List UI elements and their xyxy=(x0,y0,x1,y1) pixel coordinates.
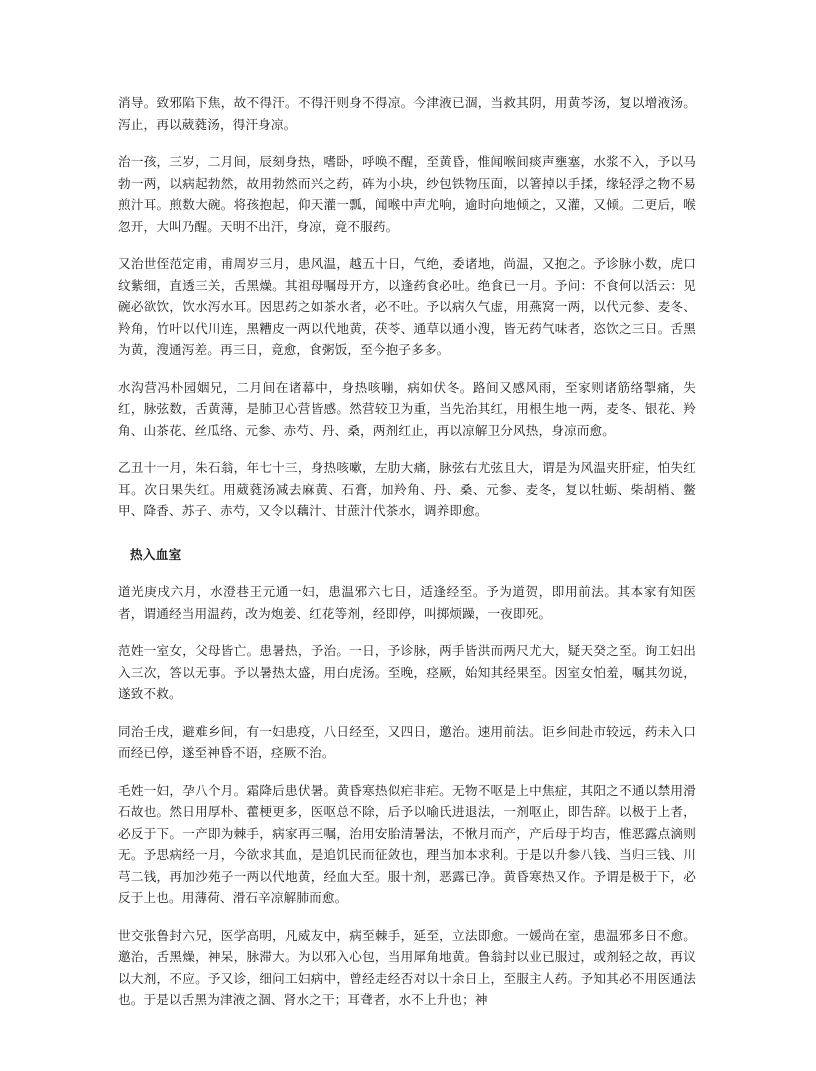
paragraph: 治一孩，三岁，二月间，辰刻身热，嗜卧，呼唤不醒，至黄昏，惟闻喉间痰声壅塞，水浆不入，予以马勃一两，以病起勃然，故用勃然而兴之药，砗为小块，纱包铁物压面，以箸掉以手揉，缘轻浮之物不易煎汁耳。煎数大碗。将孩抱起，仰天灌一瓢，闻喉中声尤响，逾时向地倾之，又灌，又倾。二更后，喉忽开，大叫乃醒。天明不出汗，身凉，竟不服药。 xyxy=(118,154,696,234)
paragraph: 又治世侄范定甫，甫周岁三月，患风温，越五十日，气绝，委诸地，尚温，又抱之。予诊脉小数，虎口纹紫细，直透三关，舌黑燥。其祖母嘱母开方，以逢药食必吐。绝食已一月。予问：不食何以活云：见碗必欲饮，饮水泻水耳。因思药之如茶水者，必不吐。予以病久气虚，用燕窝一两，以代元参、麦冬、羚角，竹叶以代川连，黑糟皮一两以代地黄，茯苓、通草以通小溲，皆无药气味者，恣饮之三日。舌黑为黄，溲通泻差。再三日，竟愈，食粥饭，至今抱子多多。 xyxy=(118,256,696,357)
paragraph: 范姓一室女，父母皆亡。患暑热，予治。一日，予诊脉，两手皆洪而两尺尤大，疑天癸之至。询工妇出入三次，答以无事。予以暑热太盛，用白虎汤。至晚，痉厥，始知其经果至。因室女怕羞，嘱其勿说，遂致不救。 xyxy=(118,643,696,701)
document-body xyxy=(118,92,696,1011)
paragraph: 世交张鲁封六兄，医学高明，凡威友中，病至棘手，延至，立法即愈。一媛尚在室，患温邪多日不愈。邀治，舌黑燥，神呆，脉滞大。为以邪入心包，当用犀角地黄。鲁翁封以业已服过，或剂轻之故，再议以大剂，不应。予又诊，细问工妇病中，曾经走经否对以十余日上，至服主人药。予知其必不用医通法也。于是以舌黑为津液之涸、肾水之干；耳聋者，水不上升也；神 xyxy=(118,927,696,1007)
section-heading: 热入血室 xyxy=(130,546,182,562)
paragraph: 消导。致邪陷下焦，故不得汗。不得汗则身不得凉。今津液已涸，当救其阴，用黄芩汤，复以增液汤。泻止，再以葳蕤汤，得汗身凉。 xyxy=(118,95,696,132)
paragraph: 道光庚戌六月，水澄巷王元通一妇，患温邪六七日，适逢经至。予为道贺，即用前法。其本家有知医者，谓通经当用温药，改为炮姜、红花等剂，经即停，叫掷烦躁，一夜即死。 xyxy=(118,584,696,621)
paragraph: 毛姓一妇，孕八个月。霜降后患伏暑。黄昏寒热似疟非疟。无物不呕是上中焦症，其阳之不通以禁用滑石故也。然日用厚朴、藿梗更多，医呕总不除，后予以喻氏进退法，一剂呕止，即告辞。以极于上者，必反于下。一产即为棘手，病家再三嘱，治用安胎清暑法，不愀月而产，产后母于均吉，惟恶露点滴则无。予思病经一月，今欲求其血，是追饥民而征敛也，理当加本求利。于是以升参八钱、当归三钱、川芎二钱，再加沙苑子一两以代地黄，经血大至。服十剂，恶露已净。黄昏寒热又作。予谓是极于下，必反于上也。用薄荷、滑石辛凉解肺而愈。 xyxy=(118,782,696,905)
paragraph: 同治壬戌，避难乡间，有一妇患疫，八日经至，又四日，邀治。速用前法。讵乡间赴市较远，药未入口而经已停，遂至神昏不语，痉厥不治。 xyxy=(118,723,696,760)
paragraph: 乙丑十一月，朱石翁，年七十三，身热咳嗽，左肋大痛，脉弦右尤弦且大，谓是为风温夹肝症，怕失红耳。次日果失红。用葳蕤汤减去麻黄、石膏，加羚角、丹、桑、元参、麦冬，复以牡蛎、柴胡梢、鳖甲、降香、苏子、赤芍，又令以藕汁、甘蔗汁代茶水，调养即愈。 xyxy=(118,460,696,518)
paragraph: 水沟营冯朴园姻兄，二月间在诸幕中，身热咳嘣，病如伏冬。路间又感风雨，至家则诸筋络掣痛，失红，脉弦数，舌黄薄，是肺卫心营皆感。然营较卫为重，当先治其红，用根生地一两，麦冬、银花、羚角、山茶花、丝瓜络、元参、赤芍、丹、桑，两剂红止，再以凉解卫分风热，身凉而愈。 xyxy=(118,379,696,438)
